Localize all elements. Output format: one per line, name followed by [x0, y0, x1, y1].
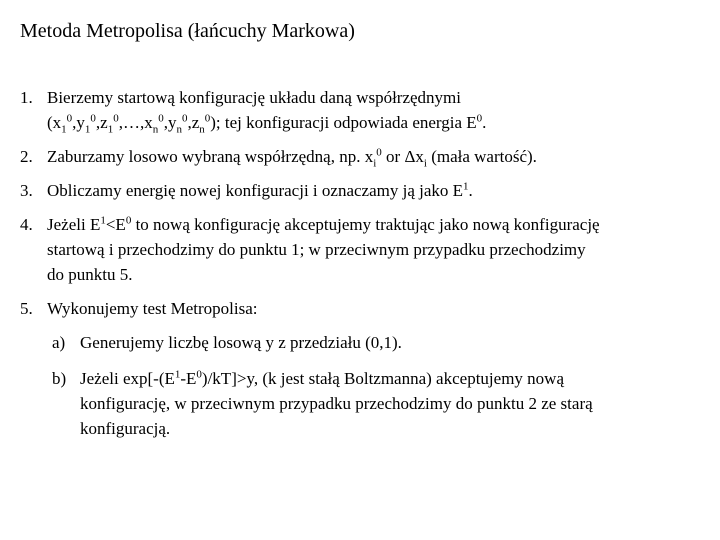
step-item [20, 85, 710, 135]
text-line [80, 391, 710, 416]
text-segment: to nową konfigurację akceptujemy traktując jako nową konfigurację [131, 215, 600, 234]
text-segment: do punktu 5. [47, 265, 133, 284]
supscript: 0 [196, 368, 202, 381]
text-segment: ,…,x [118, 113, 153, 132]
subscript: n [199, 123, 205, 136]
text-segment: ,y [163, 113, 177, 132]
text-line [47, 237, 710, 262]
supscript: 1 [463, 180, 469, 193]
text-segment: )/kT]>y, (k jest stałą Boltzmanna) akceptujemy nową [201, 369, 564, 388]
sub-step-item [20, 330, 710, 355]
subscript: 1 [107, 123, 114, 136]
subscript: 1 [84, 123, 91, 136]
text-segment: . [482, 113, 487, 132]
text-segment: Generujemy liczbę losową y z przedziału (0,1). [80, 333, 402, 352]
subscript: n [152, 123, 159, 136]
supscript: 0 [376, 146, 382, 159]
text-segment: Jeżeli E [47, 215, 101, 234]
text-line [80, 366, 710, 391]
supscript: 0 [113, 112, 119, 125]
supscript: 0 [181, 112, 188, 125]
text-segment: . [468, 181, 473, 200]
supscript: 1 [174, 368, 181, 381]
subscript: 1 [61, 123, 67, 136]
steps-list [20, 85, 710, 452]
text-line [47, 178, 710, 203]
text-segment: ,z [187, 113, 200, 132]
item-number: 1. [20, 88, 33, 107]
item-number: 2. [20, 147, 33, 166]
text-segment: Jeżeli exp[-(E [80, 369, 175, 388]
text-line [47, 85, 710, 110]
subscript: i [373, 157, 377, 170]
text-segment: startową i przechodzimy do punktu 1; w przeciwnym przypadku przechodzimy [47, 240, 586, 259]
slide-title: Metoda Metropolisa (łańcuchy Markowa) [20, 20, 355, 42]
text-segment: or Δx [381, 147, 424, 166]
step-item [20, 212, 710, 287]
text-segment: Bierzemy startową konfigurację układu daną współrzędnymi [47, 88, 462, 107]
text-segment: -E [180, 369, 197, 388]
supscript: 1 [100, 214, 106, 227]
text-segment: ); tej konfiguracji odpowiada energia E [210, 113, 477, 132]
text-line [47, 110, 710, 135]
item-number: b) [52, 369, 67, 388]
item-number: 5. [20, 299, 33, 318]
supscript: 0 [158, 112, 164, 125]
supscript: 0 [204, 112, 211, 125]
text-line [80, 330, 710, 355]
item-number: 3. [20, 181, 33, 200]
text-line [47, 212, 710, 237]
text-segment: (x [47, 113, 62, 132]
subscript: i [423, 157, 427, 170]
text-line [47, 144, 710, 169]
text-line [80, 416, 710, 441]
step-item [20, 144, 710, 169]
step-item [20, 296, 710, 321]
text-segment: <E [105, 215, 126, 234]
text-segment: (mała wartość). [426, 147, 537, 166]
item-number: a) [52, 333, 66, 352]
sub-step-item [20, 366, 710, 441]
text-segment: konfiguracją. [80, 419, 171, 438]
text-segment: Obliczamy energię nowej konfiguracji i oznaczamy ją jako E [47, 181, 464, 200]
text-segment: ,z [95, 113, 108, 132]
text-segment: ,y [72, 113, 85, 132]
step-item [20, 178, 710, 203]
text-segment: Wykonujemy test Metropolisa: [47, 299, 258, 318]
supscript: 0 [90, 112, 96, 125]
text-segment: konfigurację, w przeciwnym przypadku przechodzimy do punktu 2 ze starą [80, 394, 593, 413]
subscript: n [176, 123, 182, 136]
supscript: 0 [476, 112, 483, 125]
text-line [47, 296, 710, 321]
text-segment: Zaburzamy losowo wybraną współrzędną, np. x [47, 147, 374, 166]
supscript: 0 [125, 214, 132, 227]
text-line [47, 262, 710, 287]
item-number: 4. [20, 215, 33, 234]
supscript: 0 [66, 112, 73, 125]
